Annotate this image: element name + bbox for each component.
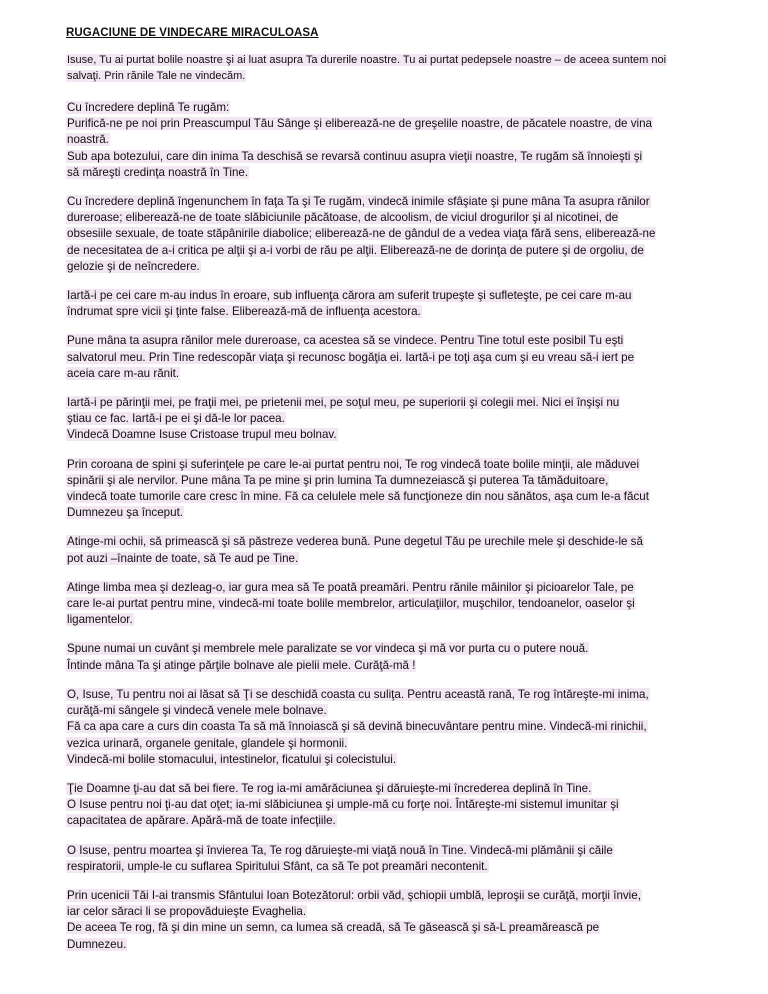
prayer-paragraph <box>66 888 702 953</box>
text-line <box>66 473 702 489</box>
highlighted-text: spinării şi ale nervilor. Pune mâna Ta pe mine şi prin lumina Ta dumnezeiască şi puterea Ta tămăduitoare, <box>67 473 609 487</box>
document-title: RUGACIUNE DE VINDECARE MIRACULOASA <box>66 27 319 39</box>
text-line <box>66 752 702 768</box>
text-line <box>66 534 702 550</box>
text-line <box>66 243 702 259</box>
highlighted-text: dureroase; eliberează-ne de toate slăbiciunile păcătoase, de alcoolism, de viciul drogurilor şi al nicotinei, de <box>67 211 619 225</box>
highlighted-text: Prin ucenicii Tăi I-ai transmis Sfântului Ioan Botezătorul: orbii văd, şchiopii umblă, leproşii se curăţă, morţii învie, <box>67 888 641 902</box>
highlighted-text: noastră. <box>67 133 109 147</box>
text-line <box>66 596 702 612</box>
text-line <box>66 259 702 275</box>
prayer-paragraph <box>66 843 702 875</box>
text-line <box>66 641 702 657</box>
highlighted-text: Întinde mâna Ta şi atinge părţile bolnave ale pielii mele. Curăţă-mă ! <box>67 658 416 672</box>
text-line <box>66 194 702 210</box>
highlighted-text: Vindecă-mi bolile stomacului, intestinelor, ficatului şi colecistului. <box>67 752 397 766</box>
highlighted-text: Dumnezeu. <box>67 937 127 951</box>
highlighted-text: să măreşti credinţa noastră în Tine. <box>67 165 249 179</box>
highlighted-text: De aceea Te rog, fă şi din mine un semn, ca lumea să creadă, să Te găsească şi să-L preamărească pe <box>67 921 600 935</box>
highlighted-text: Dumnezeu şa început. <box>67 506 184 520</box>
text-line <box>66 505 702 521</box>
text-line <box>66 813 702 829</box>
highlighted-text: Iartă-i pe părinţii mei, pe fraţii mei, pe prietenii mei, pe soţul meu, pe superiorii şi colegii mei. Nici ei înşişi nu <box>67 396 620 410</box>
highlighted-text: Isuse, Tu ai purtat bolile noastre şi ai luat asupra Ta durerile noastre. Tu ai purtat pedepsele noastre – de aceea suntem noi <box>67 54 667 66</box>
prayer-paragraph <box>66 100 702 181</box>
highlighted-text: Prin coroana de spini şi suferinţele pe care le-ai purtat pentru noi, Te rog vindecă toate bolile minţii, ale măduvei <box>67 457 640 471</box>
text-line <box>66 366 702 382</box>
text-line <box>66 304 702 320</box>
text-line <box>66 68 702 84</box>
prayer-paragraph <box>66 194 702 275</box>
highlighted-text: obsesiile sexuale, de toate stăpânirile diabolice; eliberează-ne de gândul de a vedea viaţa fără sens, eliberează-ne <box>67 227 656 241</box>
text-line <box>66 427 702 443</box>
intro-paragraph <box>66 52 702 84</box>
highlighted-text: Spune numai un cuvânt şi membrele mele paralizate se vor vindeca şi mă vor purta cu o putere nouă. <box>67 642 589 656</box>
highlighted-text: Ţie Doamne ţi-au dat să bei fiere. Te rog ia-mi amărăciunea şi dăruieşte-mi încrederea deplină în Tine. <box>67 781 592 795</box>
text-line <box>66 859 702 875</box>
highlighted-text: Purifică-ne pe noi prin Preascumpul Tău Sânge şi eliberează-ne de greşelile noastre, de păcatele noastre, de vina <box>67 117 652 131</box>
text-line <box>66 116 702 132</box>
text-line <box>66 736 702 752</box>
text-line <box>66 843 702 859</box>
highlighted-text: gelozie şi de neîncredere. <box>67 259 200 273</box>
prayer-paragraph <box>66 395 702 444</box>
highlighted-text: vindecă toate tumorile care cresc în mine. Fă ca celulele mele să funcţioneze din nou sănătos, aşa cum le-a făcut <box>67 490 649 504</box>
highlighted-text: iar celor săraci li se propovăduieşte Evaghelia. <box>67 905 307 919</box>
text-line <box>66 350 702 366</box>
text-line <box>66 411 702 427</box>
text-line <box>66 904 702 920</box>
text-line <box>66 226 702 242</box>
text-line <box>66 888 702 904</box>
highlighted-text: îndrumat spre vicii şi ţinte false. Eliberează-mă de influenţa acestora. <box>67 305 421 319</box>
prayer-paragraph <box>66 687 702 768</box>
highlighted-text: de necesitatea de a-i critica pe alţii şi a-i vorbi de rău pe alţii. Eliberează-ne de dorinţa de putere şi de orgoliu, de <box>67 243 644 257</box>
text-line <box>66 457 702 473</box>
text-line <box>66 703 702 719</box>
highlighted-text: ştiau ce fac. Iartă-i pe ei şi dă-le lor pacea. <box>67 412 285 426</box>
text-line <box>66 165 702 181</box>
highlighted-text: care le-ai purtat pentru mine, vindecă-mi toate bolile membrelor, articulaţiilor, muşchilor, tendoanelor, oaselor şi <box>67 597 635 611</box>
text-line <box>66 580 702 596</box>
text-line <box>66 920 702 936</box>
text-line <box>66 797 702 813</box>
text-line <box>66 210 702 226</box>
highlighted-text: pot auzi –înainte de toate, să Te aud pe Tine. <box>67 551 299 565</box>
highlighted-text: O Isuse pentru noi ţi-au dat oţet; ia-mi slăbiciunea şi umple-mă cu forţe noi. Întăreşte-mi sistemul imunitar şi <box>67 798 619 812</box>
text-line <box>66 52 702 68</box>
highlighted-text: Cu încredere deplină îngenunchem în faţa Ta şi Te rugăm, vindecă inimile sfâşiate şi pune mâna Ta asupra rănilor <box>67 195 650 209</box>
highlighted-text: Atinge limba mea şi dezleag-o, iar gura mea să Te poată preamări. Pentru rănile mâinilor şi picioarelor Tale, pe <box>67 580 634 594</box>
highlighted-text: capacitatea de apărare. Apără-mă de toate infecţiile. <box>67 814 336 828</box>
highlighted-text: O, Isuse, Tu pentru noi ai lăsat să Ţi se deschidă coasta cu suliţa. Pentru această rană, Te rog întăreşte-mi inima, <box>67 687 649 701</box>
text-line <box>66 288 702 304</box>
highlighted-text: respiratorii, umple-le cu suflarea Spiritului Sfânt, ca să Te pot preamări necontenit. <box>67 859 488 873</box>
highlighted-text: Sub apa botezului, care din inima Ta deschisă se revarsă continuu asupra vieţii noastre, Te rugăm să înnoieşti şi <box>67 149 643 163</box>
prayer-paragraph <box>66 333 702 382</box>
highlighted-text: ligamentelor. <box>67 613 133 627</box>
text-line <box>66 100 702 116</box>
prayer-paragraph <box>66 288 702 320</box>
highlighted-text: O Isuse, pentru moartea şi învierea Ta, Te rog dăruieşte-mi viaţă nouă în Tine. Vindecă-mi plămânii şi căile <box>67 843 613 857</box>
highlighted-text: salvatorul meu. Prin Tine redescopăr viaţa şi recunosc bogăţia ei. Iartă-i pe toţi aşa cum şi eu vreau să-i iert pe <box>67 350 635 364</box>
prayer-paragraph <box>66 457 702 522</box>
text-line <box>66 658 702 674</box>
highlighted-text: curăţă-mi sângele şi vindecă venele mele bolnave. <box>67 704 327 718</box>
highlighted-text: aceia care m-au rănit. <box>67 366 180 380</box>
text-line <box>66 489 702 505</box>
highlighted-text: Atinge-mi ochii, să primească şi să păstreze vederea bună. Pune degetul Tău pe urechile mele şi deschide-le să <box>67 535 643 549</box>
highlighted-text: Iartă-i pe cei care m-au indus în eroare, sub influenţa cărora am suferit trupeşte şi sufleteşte, pe cei care m-au <box>67 289 632 303</box>
text-line <box>66 395 702 411</box>
prayer-sections <box>66 100 702 953</box>
highlighted-text: Cu încredere deplină Te rugăm: <box>67 101 230 114</box>
highlighted-text: Fă ca apa care a curs din coasta Ta să mă înnoiască şi să devină binecuvântare pentru mine. Vindecă-mi rinichii, <box>67 720 647 734</box>
text-line <box>66 333 702 349</box>
text-line <box>66 551 702 567</box>
prayer-paragraph <box>66 781 702 830</box>
text-line <box>66 612 702 628</box>
highlighted-text: vezica urinară, organele genitale, glandele şi hormonii. <box>67 736 348 750</box>
text-line <box>66 132 702 148</box>
highlighted-text: Vindecă Doamne Isuse Cristoase trupul meu bolnav. <box>67 428 337 442</box>
prayer-paragraph <box>66 580 702 629</box>
document-page <box>66 26 702 966</box>
text-line <box>66 687 702 703</box>
text-line <box>66 937 702 953</box>
highlighted-text: salvaţi. Prin rănile Tale ne vindecăm. <box>67 70 246 82</box>
text-line <box>66 719 702 735</box>
prayer-paragraph <box>66 534 702 566</box>
text-line <box>66 781 702 797</box>
text-line <box>66 149 702 165</box>
highlighted-text: Pune mâna ta asupra rănilor mele dureroase, ca acestea să se vindece. Pentru Tine totul este posibil Tu eşti <box>67 334 624 348</box>
prayer-paragraph <box>66 641 702 673</box>
